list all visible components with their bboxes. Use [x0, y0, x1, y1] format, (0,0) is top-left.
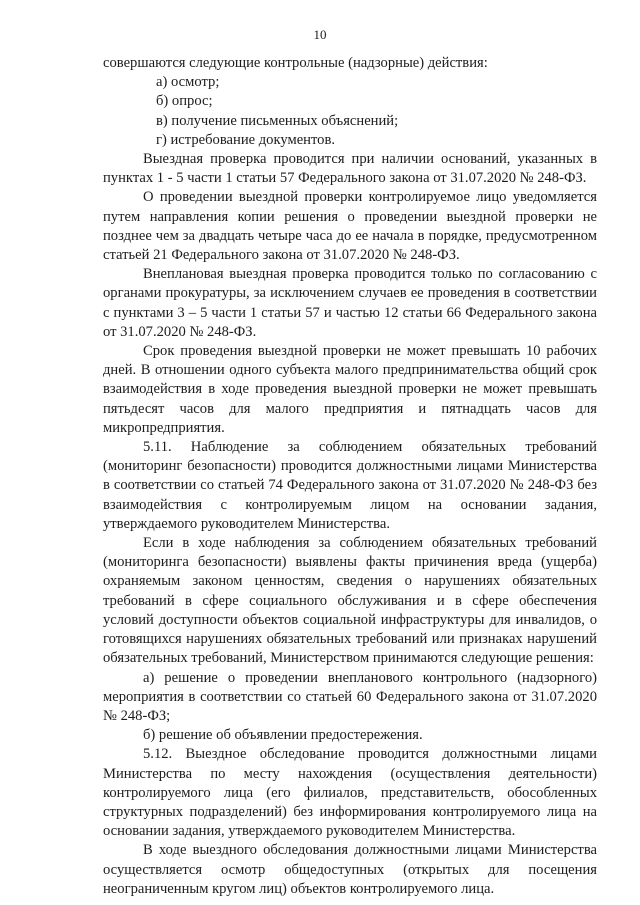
list-item: а) осмотр; — [156, 74, 220, 91]
paragraph: В ходе выездного обследования должностными лицами Министерства осуществляется осмотр общедоступных (открытых для посещения неограниченным кругом лиц) объектов контролируемого лица. — [103, 842, 597, 897]
list-item: г) истребование документов. — [156, 131, 336, 148]
list-item: б) решение об объявлении предостережения. — [143, 727, 423, 744]
list-item: а) решение о проведении внепланового контрольного (надзорного) мероприятия в соответствии со статьей 60 Федерального закона от 31.07.2020 № 248-ФЗ; — [103, 669, 597, 724]
intro-line: совершаются следующие контрольные (надзорные) действия: — [103, 55, 488, 71]
list-item: в) получение письменных объяснений; — [156, 112, 399, 129]
paragraph: Срок проведения выездной проверки не может превышать 10 рабочих дней. В отношении одного субъекта малого предпринимательства общий срок взаимодействия в ходе проведения выездной проверки не может превышать пятьдесят часов для малого предприятия и пятнадцать часов для микропредприятия. — [103, 343, 597, 436]
paragraph: Выездная проверка проводится при наличии оснований, указанных в пунктах 1 - 5 части 1 статьи 57 Федерального закона от 31.07.2020 № 248-ФЗ. — [103, 151, 597, 187]
paragraph: Если в ходе наблюдения за соблюдением обязательных требований (мониторинга безопасности) выявлены факты причинения вреда (ущерба) охраняемым законом ценностям, сведения о нарушениях обязательных требований в сфере социального обслуживания и в сфере обеспечения условий доступности объектов социальной инфраструктуры для инвалидов, о готовящихся нарушениях обязательных требований или признаках нарушений обязательных требований, Министерством принимаются следующие решения: — [103, 535, 597, 667]
paragraph: 5.12. Выездное обследование проводится должностными лицами Министерства по месту нахождения (осуществления деятельности) контролируемого лица (его филиалов, представительств, обособленных структурных подразделений) без информирования контролируемого лица на основании задания, утверждаемого руководителем Министерства. — [103, 746, 597, 840]
paragraph: 5.11. Наблюдение за соблюдением обязательных требований (мониторинг безопасности) проводится должностными лицами Министерства в соответствии со статьей 74 Федерального закона от 31.07.2020 № 248-ФЗ без взаимодействия с контролируемым лицом на основании задания, утверждаемого руководителем Министерства. — [103, 439, 597, 532]
page-number: 10 — [313, 27, 327, 42]
paragraph: Внеплановая выездная проверка проводится только по согласованию с органами прокуратуры, за исключением случаев ее проведения в соответствии с пунктами 3 – 5 части 1 статьи 57 и частью 12 статьи 66 Федерального закона от 31.07.2020 № 248-ФЗ. — [103, 266, 597, 340]
document-body — [103, 54, 597, 899]
paragraph: О проведении выездной проверки контролируемое лицо уведомляется путем направления копии решения о проведении выездной проверки не позднее чем за двадцать четыре часа до ее начала в порядке, предусмотренном статьей 21 Федерального закона от 31.07.2020 № 248-ФЗ. — [103, 189, 597, 264]
list-item: б) опрос; — [156, 93, 213, 110]
